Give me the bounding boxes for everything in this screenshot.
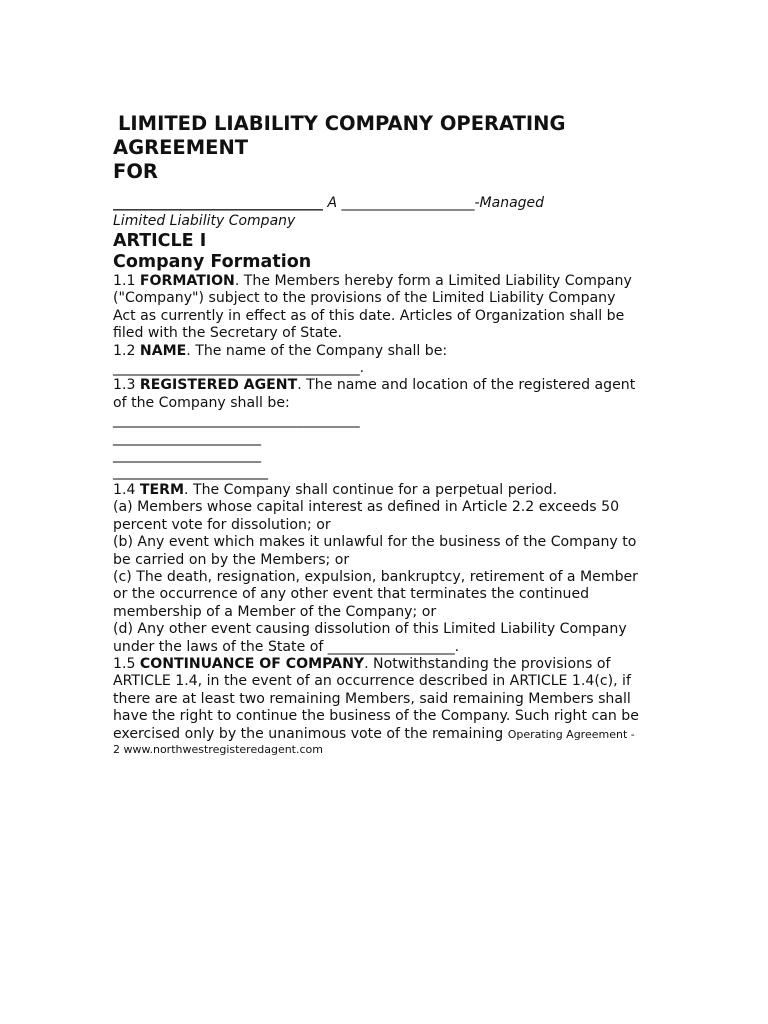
article-heading: ARTICLE I <box>113 231 207 251</box>
section-1-1-line-2: ("Company") subject to the provisions of the Limited Liability Company <box>113 290 616 307</box>
section-number: 1.1 <box>113 273 140 289</box>
llc-label: Limited Liability Company <box>113 213 296 229</box>
section-text: exercised only by the unanimous vote of the remaining <box>113 725 508 742</box>
term-item-a-line-2: percent vote for dissolution; or <box>113 516 331 533</box>
section-1-4-line-1 <box>113 482 658 499</box>
term-item-c-line-3: membership of a Member of the Company; or <box>113 603 437 620</box>
registered-agent-blank-3: _____________________ <box>113 447 261 464</box>
section-1-3-line-2: of the Company shall be: <box>113 394 290 411</box>
section-1-5-line-5 <box>113 726 658 743</box>
section-label: NAME <box>139 342 187 359</box>
section-number: 1.4 <box>113 481 140 498</box>
section-label: TERM <box>139 481 185 498</box>
term-item-a-line-1: (a) Members whose capital interest as defined in Article 2.2 exceeds 50 <box>113 499 620 516</box>
section-1-1-line-3: Act as currently in effect as of this date. Articles of Organization shall be <box>113 307 625 324</box>
registered-agent-blank-2: _____________________ <box>113 429 261 446</box>
section-label: CONTINUANCE OF COMPANY <box>139 655 365 672</box>
section-number: 1.2 <box>113 342 140 359</box>
company-name-field: ___________________________________. <box>113 360 365 377</box>
page-footer-url: 2 www.northwestregisteredagent.com <box>113 742 323 756</box>
section-1-1-line-4: filed with the Secretary of State. <box>113 325 343 342</box>
section-label: FORMATION <box>139 273 235 289</box>
article-body <box>113 273 658 757</box>
managed-prefix: A <box>323 195 342 211</box>
term-item-d-line-2: under the laws of the State of __________________. <box>113 638 460 655</box>
term-item-b-line-2: be carried on by the Members; or <box>113 551 350 568</box>
section-text: . The Members hereby form a Limited Liability Company <box>234 273 632 289</box>
company-name-blank: ______________________________ <box>113 195 323 211</box>
section-number: 1.3 <box>113 377 140 394</box>
article-title: Company Formation <box>113 252 312 272</box>
page-footer-label: Operating Agreement - <box>507 727 635 741</box>
section-number: 1.5 <box>113 655 140 672</box>
section-1-2-line-1 <box>113 343 658 360</box>
term-item-c-line-2: or the occurrence of any other event that terminates the continued <box>113 586 590 603</box>
section-1-1-line-1 <box>113 273 658 290</box>
managed-suffix: -Managed <box>474 195 545 211</box>
section-text: . Notwithstanding the provisions of <box>364 655 611 672</box>
title-line-3: FOR <box>113 160 158 183</box>
term-item-d-line-1: (d) Any other event causing dissolution of this Limited Liability Company <box>113 621 627 638</box>
title-line-1: LIMITED LIABILITY COMPANY OPERATING <box>118 112 566 135</box>
section-text: . The Company shall continue for a perpetual period. <box>184 481 558 498</box>
section-text: . The name and location of the registered agent <box>297 377 636 394</box>
title-line-2: AGREEMENT <box>113 136 249 159</box>
registered-agent-blanks <box>113 412 658 482</box>
term-item-b-line-1: (b) Any event which makes it unlawful for the business of the Company to <box>113 534 637 551</box>
registered-agent-blank-4: ______________________ <box>113 464 269 481</box>
section-1-5-line-1 <box>113 656 658 673</box>
section-1-5-line-3: there are at least two remaining Members, said remaining Members shall <box>113 690 631 707</box>
section-1-5-line-2: ARTICLE 1.4, in the event of an occurrence described in ARTICLE 1.4(c), if <box>113 673 631 690</box>
term-item-c-line-1: (c) The death, resignation, expulsion, bankruptcy, retirement of a Member <box>113 568 638 585</box>
section-label: REGISTERED AGENT <box>139 377 298 394</box>
managed-type-blank: ___________________ <box>341 195 475 211</box>
document-title <box>113 112 658 184</box>
section-1-3-line-1 <box>113 377 658 394</box>
section-text: . The name of the Company shall be: <box>186 342 448 359</box>
company-name-line <box>113 194 658 212</box>
document-page <box>113 112 658 757</box>
section-1-5-line-4: have the right to continue the business of the Company. Such right can be <box>113 708 639 725</box>
registered-agent-blank-1: ___________________________________ <box>113 412 360 429</box>
